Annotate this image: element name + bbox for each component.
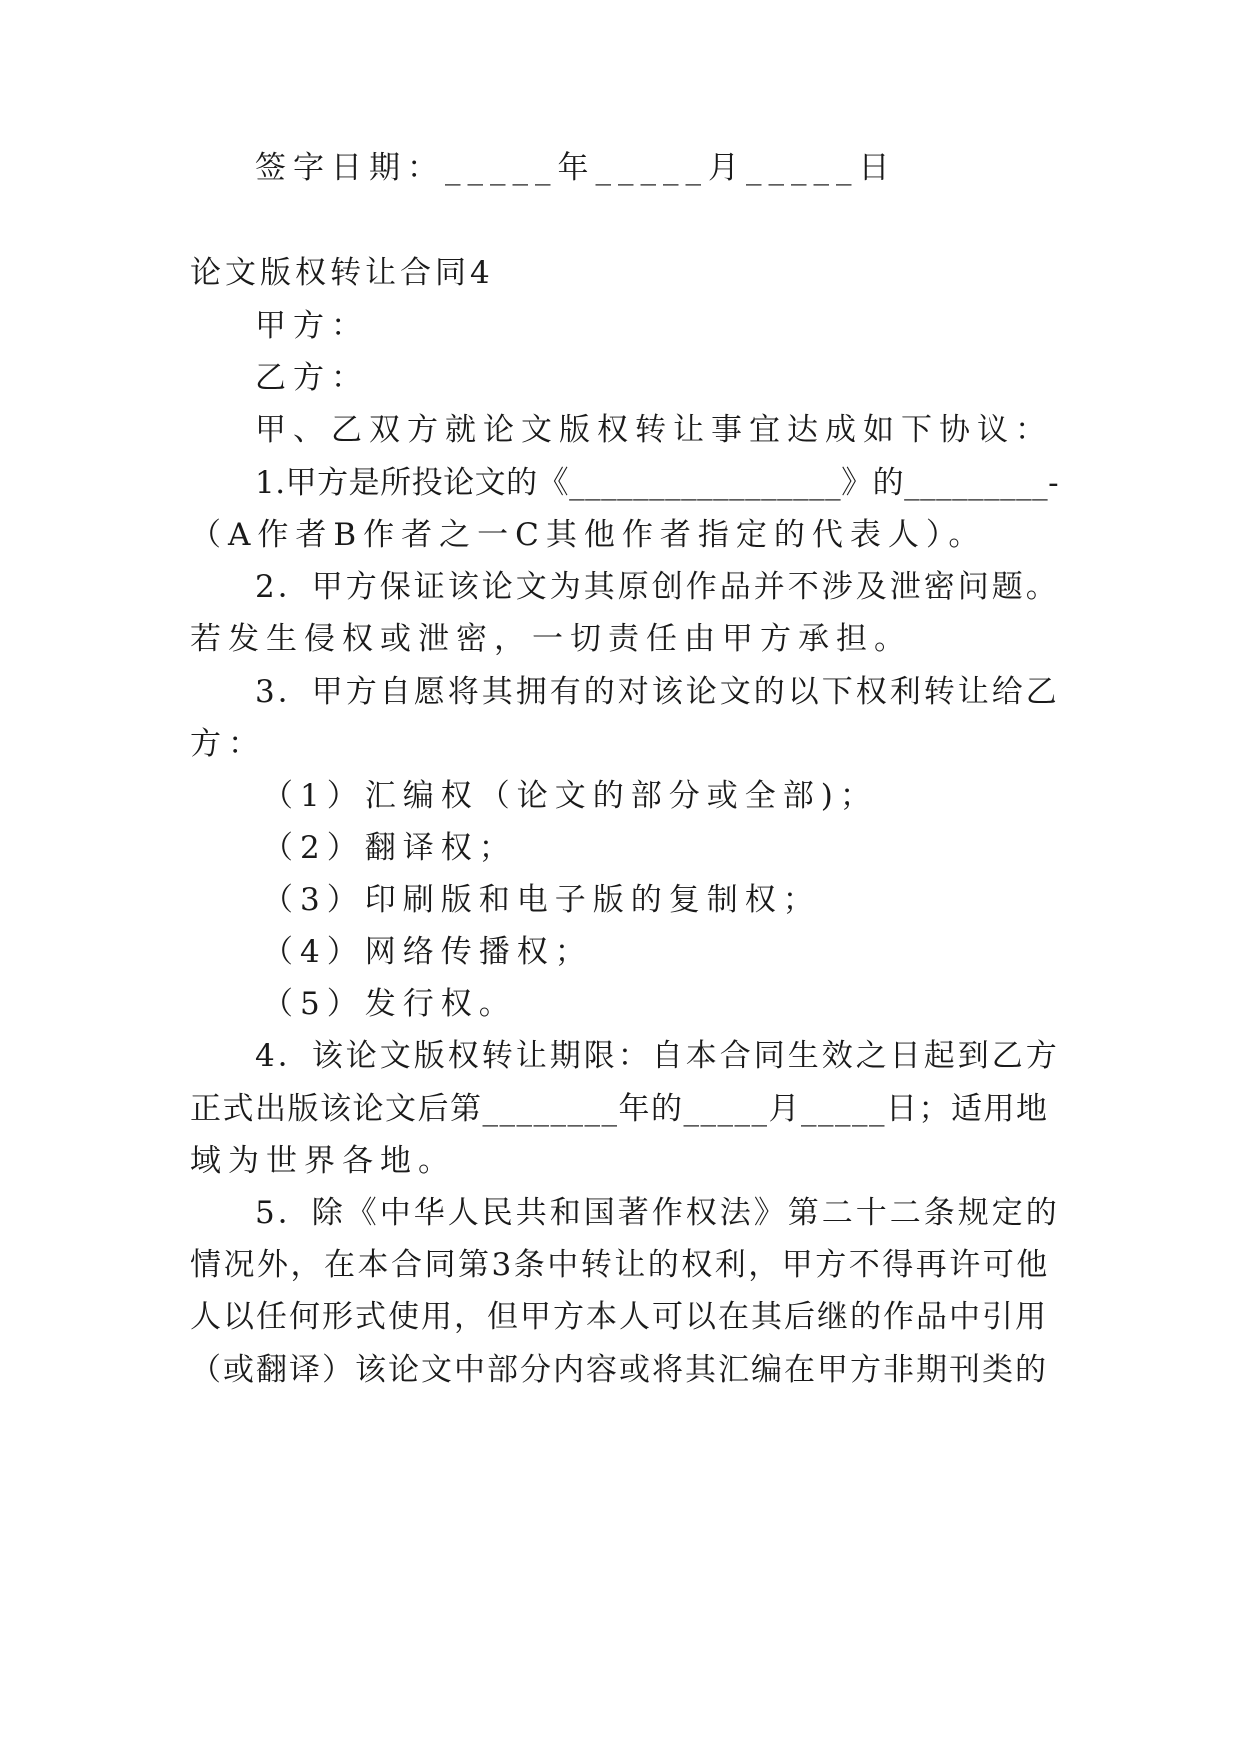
clause-5-line-1: 5．除《中华人民共和国著作权法》第二十二条规定的 bbox=[255, 1195, 1060, 1231]
right-item-5: （5）发行权。 bbox=[262, 986, 517, 1022]
clause-5-line-4: （或翻译）该论文中部分内容或将其汇编在甲方非期刊类的 bbox=[190, 1352, 1048, 1388]
clause-1-line-2: （A作者B作者之一C其他作者指定的代表人）。 bbox=[190, 517, 987, 553]
agreement-intro: 甲、乙双方就论文版权转让事宜达成如下协议： bbox=[255, 412, 1053, 448]
clause-4-line-3: 域为世界各地。 bbox=[190, 1143, 456, 1179]
right-item-1: （1）汇编权（论文的部分或全部)； bbox=[262, 778, 878, 814]
clause-2-line-1: 2．甲方保证该论文为其原创作品并不涉及泄密问题。 bbox=[255, 569, 1060, 605]
right-item-3: （3）印刷版和电子版的复制权； bbox=[262, 882, 821, 918]
party-b-label: 乙方： bbox=[255, 360, 369, 396]
right-item-2: （2）翻译权； bbox=[262, 830, 517, 866]
right-item-4: （4）网络传播权； bbox=[262, 934, 593, 970]
clause-3-line-2: 方： bbox=[190, 726, 266, 762]
signature-date: 签字日期：_____年_____月_____日 bbox=[255, 150, 897, 186]
clause-3-line-1: 3．甲方自愿将其拥有的对该论文的以下权利转让给乙 bbox=[255, 674, 1060, 710]
clause-4-line-2: 正式出版该论文后第________年的_____月_____日；适用地 bbox=[190, 1091, 1049, 1127]
party-a-label: 甲方： bbox=[255, 308, 369, 344]
clause-5-line-3: 人以任何形式使用，但甲方本人可以在其后继的作品中引用 bbox=[190, 1299, 1048, 1335]
clause-5-line-2: 情况外，在本合同第3条中转让的权利，甲方不得再许可他 bbox=[190, 1247, 1050, 1283]
clause-1-line-1: 1.甲方是所投论文的《_________________》的_________- bbox=[255, 465, 1060, 501]
contract-title: 论文版权转让合同4 bbox=[190, 255, 494, 291]
clause-4-line-1: 4．该论文版权转让期限：自本合同生效之日起到乙方 bbox=[255, 1038, 1060, 1074]
clause-2-line-2: 若发生侵权或泄密，一切责任由甲方承担。 bbox=[190, 621, 912, 657]
